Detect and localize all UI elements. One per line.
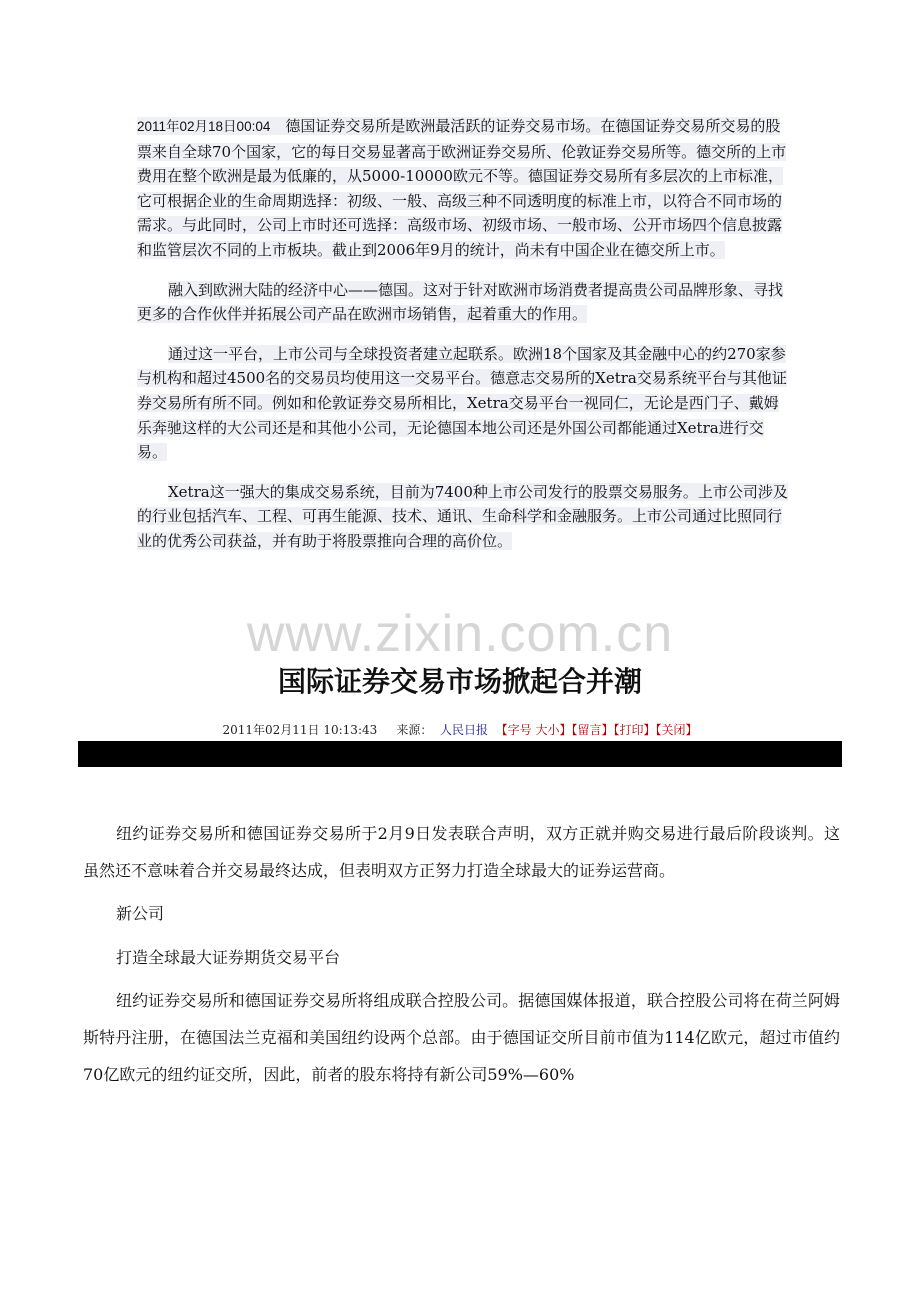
watermark: www.zixin.com.cn xyxy=(246,605,674,663)
article2-para2: 纽约证券交易所和德国证券交易所将组成联合控股公司。据德国媒体报道，联合控股公司将在荷兰阿姆斯特丹注册，在德国法兰克福和美国纽约设两个总部。由于德国证交所目前市值为114亿欧元，超过市值约70亿欧元的纽约证交所，因此，前者的股东将持有新公司59%—60% xyxy=(83,990,840,1085)
print-link[interactable]: 【打印】 xyxy=(613,723,656,737)
article2-para1: 纽约证券交易所和德国证券交易所于2月9日发表联合声明，双方正就并购交易进行最后阶段谈判。这虽然还不意味着合并交易最终达成，但表明双方正努力打造全球最大的证券运营商。 xyxy=(83,824,840,881)
article-title: 国际证券交易市场掀起合并潮 xyxy=(277,665,642,698)
article-meta xyxy=(0,721,920,738)
article1-para4-text: Xetra这一强大的集成交易系统，目前为7400种上市公司发行的股票交易服务。上市公司涉及的行业包括汽车、工程、可再生能源、技术、通讯、生命科学和金融服务。上市公司通过比照同行业的优秀公司获益，并有助于将股票推向合理的高价位。 xyxy=(137,482,788,550)
article2-heading2: 打造全球最大证券期货交易平台 xyxy=(116,947,341,967)
source-label: 来源： xyxy=(396,723,433,737)
article1-para2-text: 融入到欧洲大陆的经济中心——德国。这对于针对欧洲市场消费者提高贵公司品牌形象、寻找更多的合作伙伴并拓展公司产品在欧洲市场销售，起着重大的作用。 xyxy=(137,280,784,324)
article1-para3 xyxy=(137,342,791,465)
comment-link[interactable]: 【留言】 xyxy=(571,723,614,737)
source-link[interactable]: 人民日报 xyxy=(440,723,489,737)
close-link[interactable]: 【关闭】 xyxy=(655,723,698,737)
font-size-link[interactable]: 【字号 大小】 xyxy=(495,723,572,737)
article1-para4 xyxy=(137,480,791,554)
article2-heading1: 新公司 xyxy=(116,904,165,924)
article-date: 2011年02月11日 10:13:43 xyxy=(222,723,378,737)
divider-bar xyxy=(78,741,842,767)
article2-body xyxy=(83,815,840,1093)
article1-section xyxy=(137,114,791,554)
article1-date: 2011年02月18日00:04 xyxy=(137,119,271,134)
article1-para1-text: 德国证券交易所是欧洲最活跃的证券交易市场。在德国证券交易所交易的股票来自全球70个国家，它的每日交易显著高于欧洲证券交易所、伦敦证券交易所等。德交所的上市费用在整个欧洲是最为低廉的，从5000-10000欧元不等。德国证券交易所有多层次的上市标准，它可根据企业的生命周期选择：初级、一般、高级三种不同透明度的标准上市，以符合不同市场的需求。与此同时，公司上市时还可选择：高级市场、初级市场、一般市场、公开市场四个信息披露和监管层次不同的上市板块。截止到2006年9月的统计，尚未有中国企业在德交所上市。 xyxy=(137,117,787,259)
article1-para3-text: 通过这一平台，上市公司与全球投资者建立起联系。欧洲18个国家及其金融中心的约270家参与机构和超过4500名的交易员均使用这一交易平台。德意志交易所的Xetra交易系统平台与其他证券交易所有所不同。例如和伦敦证券交易所相比，Xetra交易平台一视同仁，无论是西门子、戴姆乐奔驰这样的大公司还是和其他小公司，无论德国本地公司还是外国公司都能通过Xetra进行交易。 xyxy=(137,344,787,462)
article1-para1 xyxy=(137,114,791,263)
article1-para2 xyxy=(137,278,791,327)
